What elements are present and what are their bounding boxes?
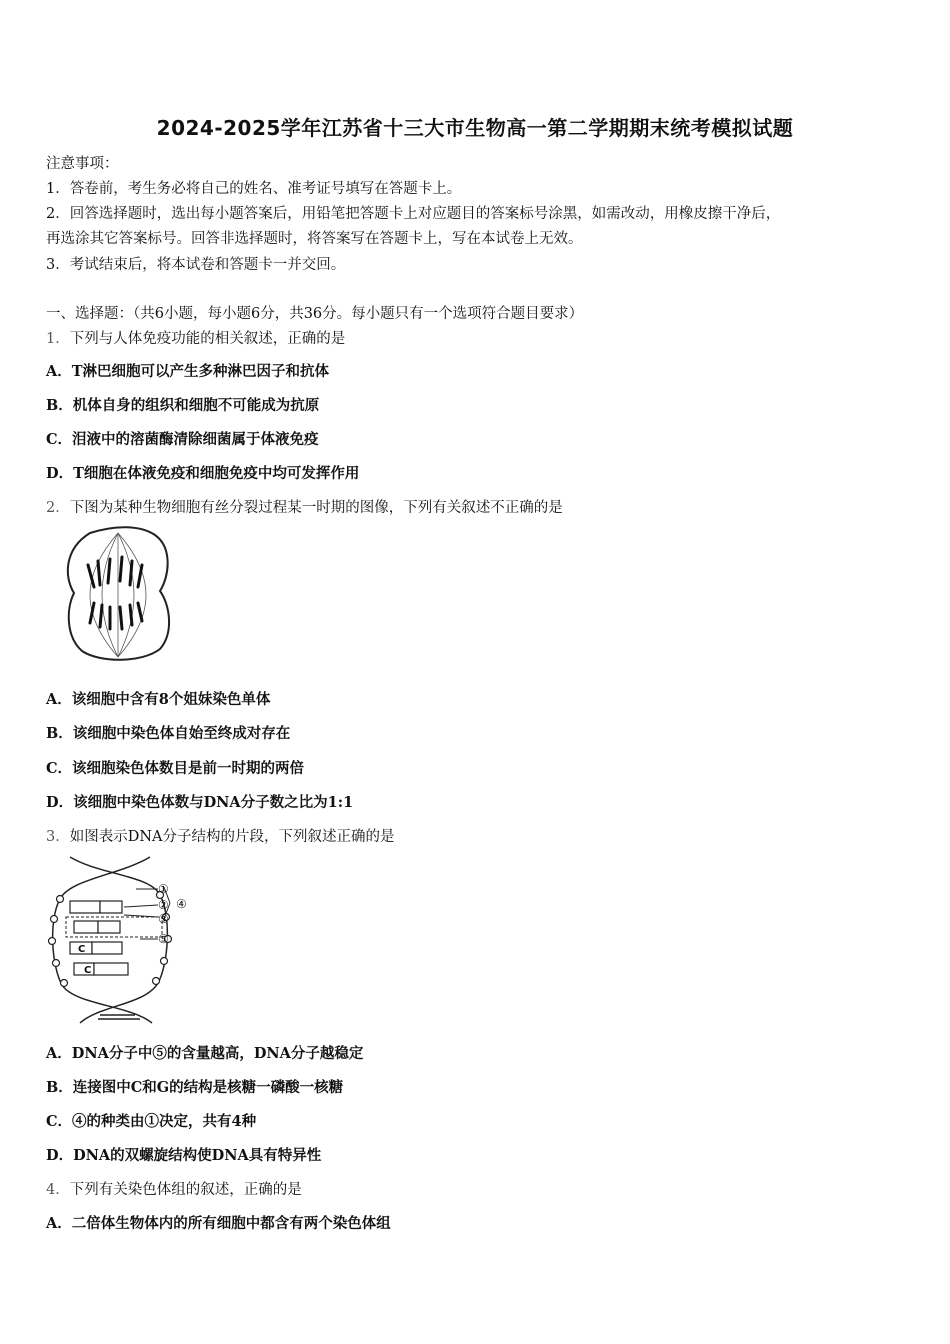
notice-item: 2．回答选择题时，选出每小题答案后，用铅笔把答题卡上对应题目的答案标号涂黑，如需改动，用橡皮擦干净后， <box>46 206 781 222</box>
question-stem: 下列与人体免疫功能的相关叙述，正确的是 <box>69 331 346 347</box>
option-b: B．连接图中C和G的结构是核糖一磷酸一核糖 <box>46 1079 344 1096</box>
notice-item: 3．考试结束后，将本试卷和答题卡一并交回。 <box>46 257 346 273</box>
question-4 <box>46 1178 302 1199</box>
notice-heading: 注意事项： <box>46 156 119 172</box>
question-3 <box>46 825 395 846</box>
option-c: C．④的种类由①决定，共有4种 <box>46 1113 257 1130</box>
question-stem: 下图为某种生物细胞有丝分裂过程某一时期的图像，下列有关叙述不正确的是 <box>69 500 563 516</box>
question-stem: 下列有关染色体组的叙述，正确的是 <box>69 1182 302 1198</box>
dna-label-c: C <box>78 944 86 955</box>
dna-label-3: ③ <box>158 912 169 926</box>
section-heading: 一、选择题：（共6小题，每小题6分，共36分。每小题只有一个选项符合题目要求） <box>46 306 584 322</box>
option-d: D．T细胞在体液免疫和细胞免疫中均可发挥作用 <box>46 465 360 482</box>
option-a: A．该细胞中含有8个姐妹染色单体 <box>46 691 271 708</box>
option-b: B．该细胞中染色体自始至终成对存在 <box>46 725 291 742</box>
option-a: A．二倍体生物体内的所有细胞中都含有两个染色体组 <box>46 1215 391 1232</box>
dna-label-c-lower: C <box>84 965 92 976</box>
dna-label-5: ⑤ <box>158 932 169 946</box>
option-c: C．泪液中的溶菌酶清除细菌属于体液免疫 <box>46 431 319 448</box>
notice-item: 再选涂其它答案标号。回答非选择题时，将答案写在答题卡上，写在本试卷上无效。 <box>46 231 583 247</box>
option-d: D．DNA的双螺旋结构使DNA具有特异性 <box>46 1147 322 1164</box>
mitosis-cell-figure <box>60 525 178 665</box>
page-title: 2024-2025学年江苏省十三大市生物高一第二学期期末统考模拟试题 <box>156 116 794 140</box>
option-d: D．该细胞中染色体数与DNA分子数之比为1:1 <box>46 794 354 811</box>
question-number: 2． <box>46 500 70 516</box>
notice-item: 1．答卷前，考生务必将自己的姓名、准考证号填写在答题卡上。 <box>46 181 462 197</box>
question-stem: 如图表示DNA分子结构的片段，下列叙述正确的是 <box>69 829 395 845</box>
option-c: C．该细胞染色体数目是前一时期的两倍 <box>46 760 305 777</box>
option-b: B．机体自身的组织和细胞不可能成为抗原 <box>46 397 320 414</box>
dna-label-4: ④ <box>176 897 187 911</box>
question-2 <box>46 496 563 517</box>
dna-structure-figure <box>40 855 200 1025</box>
question-1 <box>46 327 345 348</box>
question-number: 1． <box>46 331 70 347</box>
dna-label-1: ① <box>158 882 169 896</box>
option-a: A．T淋巴细胞可以产生多种淋巴因子和抗体 <box>46 363 330 380</box>
question-number: 3． <box>46 829 70 845</box>
question-number: 4． <box>46 1182 70 1198</box>
option-a: A．DNA分子中⑤的含量越高，DNA分子越稳定 <box>46 1045 364 1062</box>
dna-label-2: ② <box>158 898 169 912</box>
